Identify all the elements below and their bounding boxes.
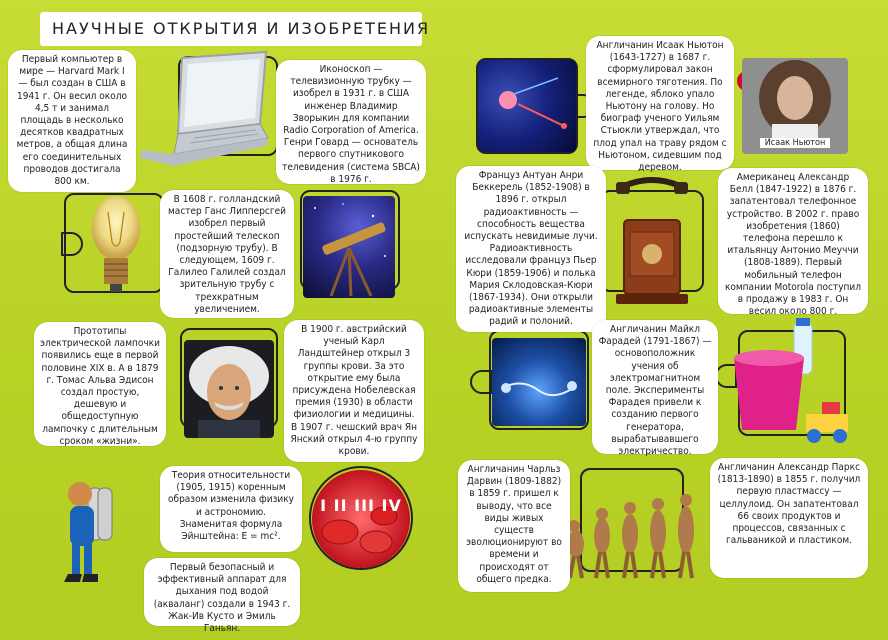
card-iconoscope [276, 60, 426, 184]
newton-caption: Исаак Ньютон [760, 138, 830, 148]
card-text: Француз Антуан Анри Беккерель (1852-1908) в 1896 г. открыл радиоактивность — способность вещества испускать невидимые лучи. Радиоактивность исследовали француз Пьер Кюри (1859-1906) и полька Мария Склодовская-Кюри (1867-1934). Они открыли радиоактивные элементы радий и полоний. [464, 170, 598, 328]
card-parkes [710, 458, 868, 578]
frame-tab [470, 370, 492, 394]
blood-cells-image [312, 470, 410, 568]
card-text: Англичанин Исаак Ньютон (1643-1727) в 1687 г. сформулировал закон всемирного тяготения. По легенде, яблоко упало Ньютону на голову. Но биограф ученого Уильям Стьюкли утверждал, что плод упал на траву рядом с Ньютоном, сидевшим под деревом. [593, 40, 727, 174]
telescope-photo [303, 196, 395, 298]
card-text: Прототипы электрической лампочки появились еще в первой половине XIX в. А в 1879 г. Томас Альва Эдисон создал простую, дешевую и общедоступную лампочку с длительным сроком «жизни». [40, 326, 160, 447]
card-telescope [160, 190, 294, 318]
card-text: Американец Александр Белл (1847-1922) в 1876 г. запатентовал телефонное устройство. В 2002 г. право изобретения (1860) телефона перешло к итальянцу Антонио Меуччи (1808-1889). Первый мобильный телефон компании Motorola поступил в продажу в 1983 г. Он весил около 800 г. [724, 172, 862, 318]
card-bell [718, 168, 868, 318]
electricity-image [492, 338, 586, 426]
evolution-illustration [560, 486, 710, 582]
card-aqualung [144, 558, 300, 635]
einstein-portrait [184, 340, 274, 438]
card-blood-groups [284, 320, 424, 462]
card-relativity [160, 466, 302, 552]
card-faraday [592, 320, 718, 458]
atom-particles-image [478, 60, 576, 152]
card-text: Англичанин Чарльз Дарвин (1809-1882) в 1859 г. пришел к выводу, что все виды живых существ эволюционируют во времени и происходят от общего предка. [466, 464, 562, 585]
card-text: Первый безопасный и эффективный аппарат для дыхания под водой (акваланг) создали в 1943 г. Жак-Ив Кусто и Эмиль Ганьян. [153, 562, 291, 635]
card-first-computer [8, 50, 136, 192]
card-text: Англичанин Майкл Фарадей (1791-1867) — основоположник учения об электромагнитном поле. Эксперименты Фарадея привели к созданию первого генератора, вырабатывавшего электричество. [598, 324, 712, 458]
blood-groups-label: I II III IV [320, 496, 402, 515]
page-title: НАУЧНЫЕ ОТКРЫТИЯ И ИЗОБРЕТЕНИЯ [52, 19, 431, 38]
diver-illustration [58, 474, 120, 584]
card-text: Первый компьютер в мире — Harvard Mark I — был создан в США в 1941 г. Он весил около 4,5 т и занимал площадь в несколько десятков квадратных метров, а общая длина его соединительных проводов достигала 800 км. [16, 54, 128, 188]
card-lightbulb [34, 322, 166, 446]
card-newton [586, 36, 734, 174]
newton-portrait [742, 58, 848, 154]
lightbulb-illustration [88, 192, 144, 300]
card-text: Теория относительности (1905, 1915) коренным образом изменила физику и астрономию. Знаменитая формула Эйнштейна: E = mc². [168, 470, 294, 543]
plastic-toys-illustration [726, 318, 854, 446]
card-text: Англичанин Александр Паркс (1813-1890) в 1855 г. получил первую пластмассу — целлулоид. Он запатентовал 66 своих продуктов и процессов, связанных с гальваникой и пластиком. [717, 462, 861, 547]
card-becquerel [456, 166, 606, 332]
card-text: Иконоскоп — телевизионную трубку — изобрел в 1931 г. в США инженер Владимир Зворыкин для компании Radio Corporation of America. Генри Говард — основатель первого спутникового телевидения (система SBCA) в 1976 г. [282, 64, 420, 185]
card-text: В 1608 г. голландский мастер Ганс Липперсгей изобрел первый простейший телескоп (подзорную трубу). В следующем, 1609 г. Галилео Галилей создал зрительную трубу с трехкратным увеличением. [168, 194, 286, 315]
laptop-illustration [138, 50, 270, 170]
antique-telephone-illustration [606, 176, 698, 310]
page-title-banner [40, 12, 431, 46]
card-darwin [458, 460, 570, 592]
card-text: В 1900 г. австрийский ученый Карл Ландштейнер открыл 3 группы крови. За это открытие ему была присуждена Нобелевская премия (1930) в области физиологии и медицины. В 1907 г. чешский врач Ян Янский открыл 4-ю группу крови. [290, 324, 418, 458]
